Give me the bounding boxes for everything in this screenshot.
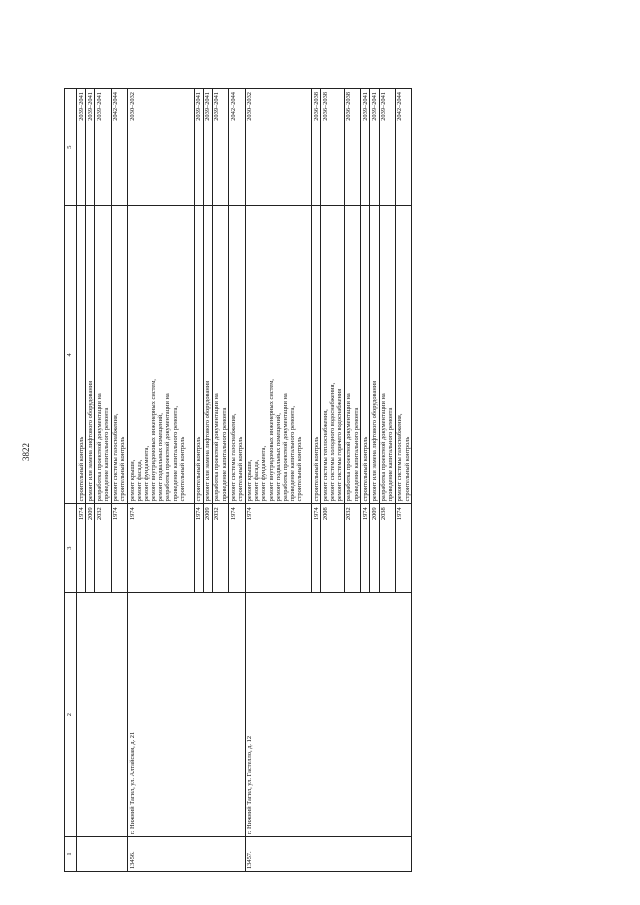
table-row — [245, 89, 312, 872]
work-cell: строительный контроль — [194, 206, 203, 504]
year-cell: 1974 — [128, 504, 195, 593]
header-cell-3: 3 — [65, 504, 77, 593]
repair-schedule-table — [64, 88, 412, 872]
work-cell: ремонт системы газоснабжения, строительный контроль — [111, 206, 127, 504]
work-cell: ремонт системы газоснабжения, строительный контроль — [229, 206, 245, 504]
address-cell: г. Нижний Тагил, ул. Гастелло, д. 12 — [245, 593, 412, 837]
year-cell: 2009 — [370, 504, 379, 593]
page-number: 3822 — [21, 443, 31, 461]
work-cell: разработка проектной документации на проведение капитального ремонта — [379, 206, 395, 504]
year-cell: 1974 — [395, 504, 411, 593]
address-cell-empty — [77, 593, 128, 837]
work-cell: строительный контроль — [312, 206, 321, 504]
row-number-cell: 13457. — [245, 837, 412, 872]
number-cell-empty — [77, 837, 128, 872]
work-cell: ремонт системы газоснабжения, строительный контроль — [395, 206, 411, 504]
year-cell: 1974 — [245, 504, 312, 593]
work-cell: ремонт крыши, ремонт фасада, ремонт фундамента, ремонт внутридомовых инженерных систем, ремонт подвальных помещений, разработка проектной документации на проведение капитального ремонта, строительный контроль — [128, 206, 195, 504]
period-cell: 2039–2041 — [212, 89, 228, 206]
year-cell: 1974 — [77, 504, 86, 593]
period-cell: 2042–2044 — [395, 89, 411, 206]
header-cell-2: 2 — [65, 593, 77, 837]
period-cell: 2039–2041 — [361, 89, 370, 206]
period-cell: 2036–2038 — [312, 89, 321, 206]
header-row — [65, 89, 77, 872]
header-cell-1: 1 — [65, 837, 77, 872]
period-cell: 2039–2041 — [379, 89, 395, 206]
period-cell: 2042–2044 — [229, 89, 245, 206]
period-cell: 2039–2041 — [95, 89, 111, 206]
year-cell: 2009 — [86, 504, 95, 593]
work-cell: ремонт системы теплоснабжения, ремонт системы холодного водоснабжения, ремонт системы горячего водоснабжения — [321, 206, 345, 504]
work-cell: ремонт или замена лифтового оборудования — [370, 206, 379, 504]
year-cell: 1974 — [194, 504, 203, 593]
year-cell: 2009 — [203, 504, 212, 593]
rotated-table-container — [64, 88, 556, 872]
period-cell: 2039–2041 — [77, 89, 86, 206]
period-cell: 2036–2038 — [344, 89, 360, 206]
work-cell: ремонт крыши, ремонт фасада, ремонт фундамента, ремонт внутридомовых инженерных систем, ремонт подвальных помещений, разработка проектной документации на проведение капитального ремонта, строительный контроль — [245, 206, 312, 504]
period-cell: 2039–2041 — [86, 89, 95, 206]
year-cell: 1974 — [361, 504, 370, 593]
work-cell: разработка проектной документации на проведение капитального ремонта — [212, 206, 228, 504]
work-cell: ремонт или замена лифтового оборудования — [86, 206, 95, 504]
period-cell: 2036–2038 — [321, 89, 345, 206]
period-cell: 2039–2041 — [194, 89, 203, 206]
table-row — [128, 89, 195, 872]
year-cell: 1974 — [229, 504, 245, 593]
row-number-cell: 13456. — [128, 837, 246, 872]
work-cell: строительный контроль — [77, 206, 86, 504]
year-cell: 2032 — [212, 504, 228, 593]
year-cell: 2038 — [379, 504, 395, 593]
address-cell: г. Нижний Тагил, ул. Алтайская, д. 21 — [128, 593, 246, 837]
work-cell: разработка проектной документации на проведение капитального ремонта — [95, 206, 111, 504]
period-cell: 2039–2041 — [370, 89, 379, 206]
table-row — [77, 89, 86, 872]
work-cell: ремонт или замена лифтового оборудования — [203, 206, 212, 504]
header-cell-4: 4 — [65, 206, 77, 504]
year-cell: 2032 — [95, 504, 111, 593]
period-cell: 2042–2044 — [111, 89, 127, 206]
year-cell: 1974 — [312, 504, 321, 593]
period-cell: 2039–2041 — [203, 89, 212, 206]
period-cell: 2030–2032 — [128, 89, 195, 206]
year-cell: 1974 — [111, 504, 127, 593]
header-cell-5: 5 — [65, 89, 77, 206]
year-cell: 2008 — [321, 504, 345, 593]
period-cell: 2030–2032 — [245, 89, 312, 206]
work-cell: разработка проектной документации на проведение капитального ремонта — [344, 206, 360, 504]
work-cell: строительный контроль — [361, 206, 370, 504]
year-cell: 2032 — [344, 504, 360, 593]
